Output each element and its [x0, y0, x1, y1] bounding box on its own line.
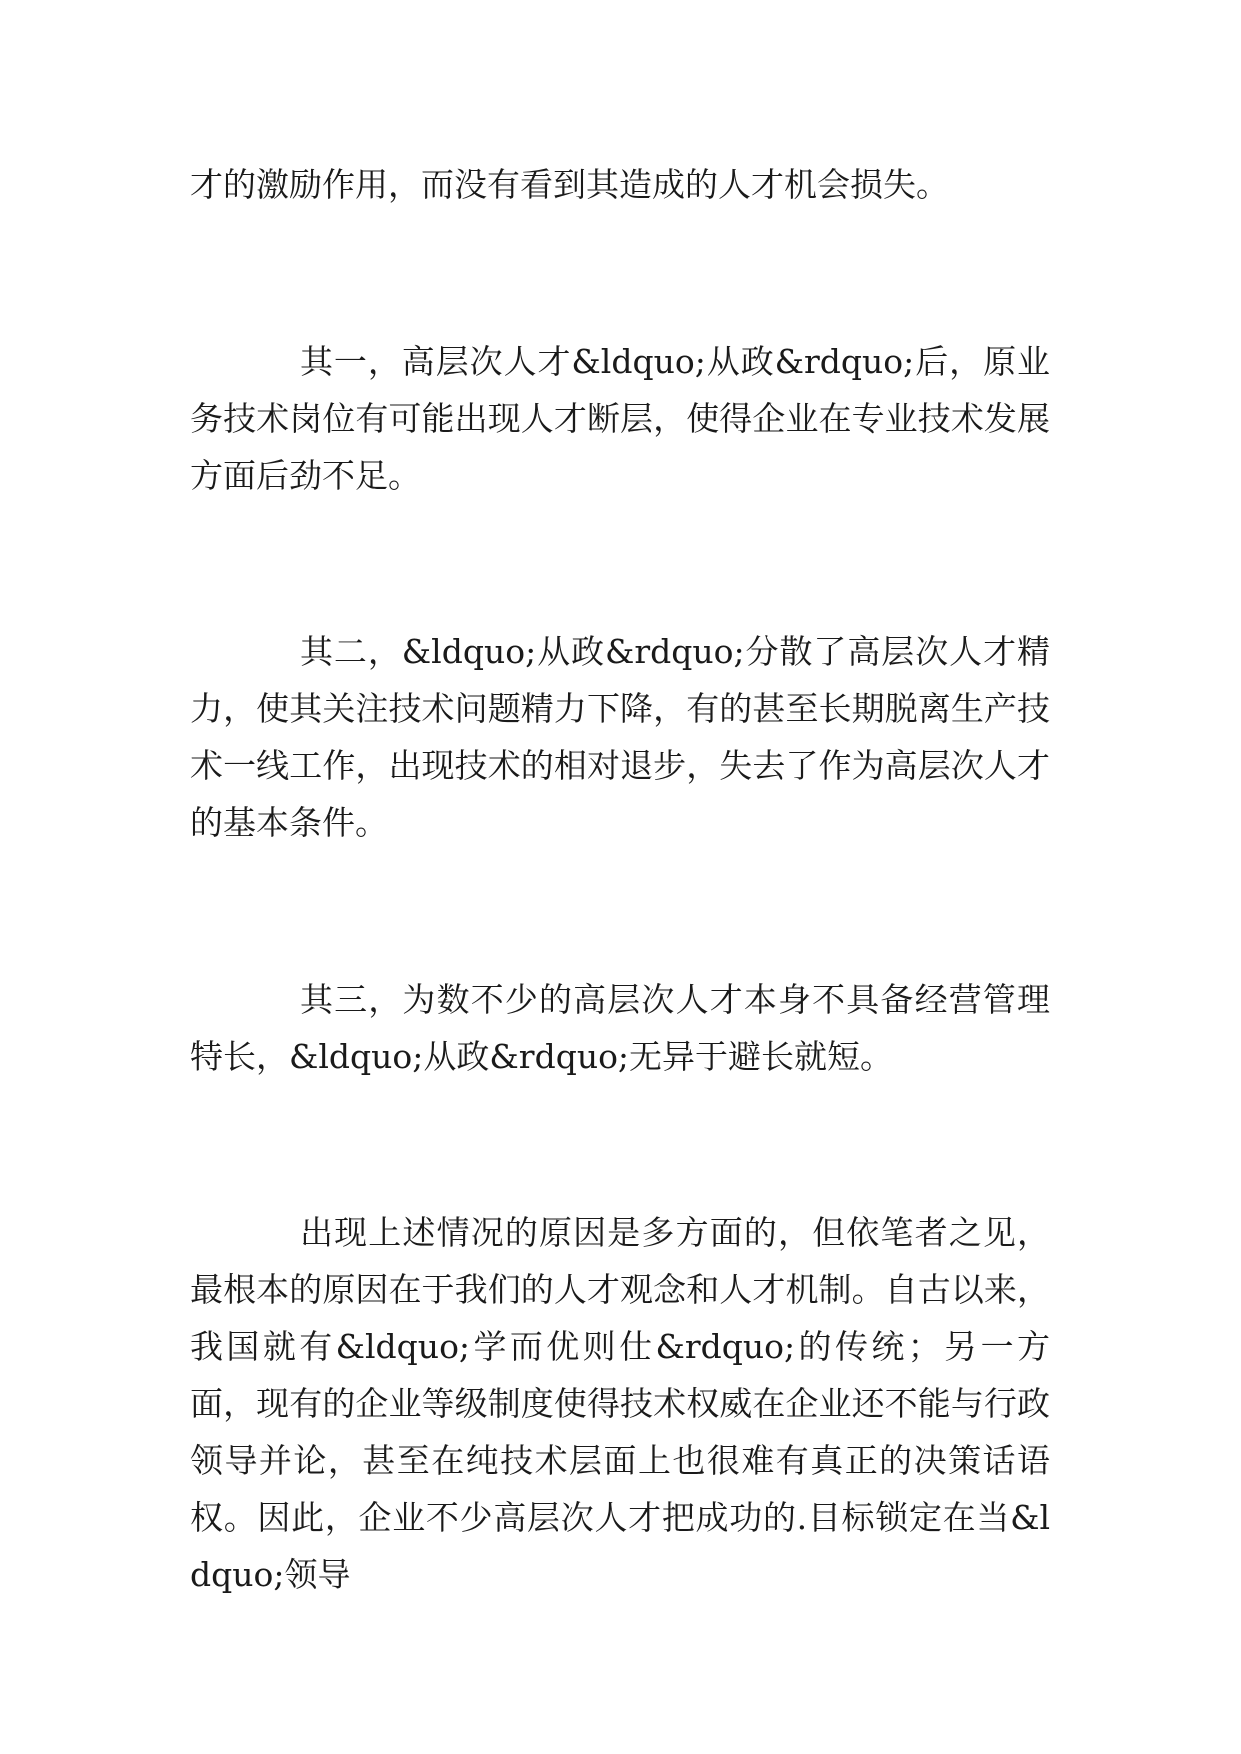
paragraph-continuation: 才的激励作用，而没有看到其造成的人才机会损失。 [190, 165, 949, 204]
paragraph-third-point: 其三，为数不少的高层次人才本身不具备经营管理特长，&ldquo;从政&rdquo;无异于避长就短。 [190, 980, 1050, 1076]
paragraph-first-point: 其一，高层次人才&ldquo;从政&rdquo;后，原业务技术岗位有可能出现人才断层，使得企业在专业技术发展方面后劲不足。 [190, 342, 1050, 495]
paragraph-causes: 出现上述情况的原因是多方面的，但依笔者之见，最根本的原因在于我们的人才观念和人才机制。自古以来，我国就有&ldquo;学而优则仕&rdquo;的传统；另一方面，现有的企业等级制度使得技术权威在企业还不能与行政领导并论，甚至在纯技术层面上也很难有真正的决策话语权。因此，企业不少高层次人才把成功的.目标锁定在当&ldquo;领导 [190, 1213, 1050, 1594]
paragraph-second-point: 其二，&ldquo;从政&rdquo;分散了高层次人才精力，使其关注技术问题精力下降，有的甚至长期脱离生产技术一线工作，出现技术的相对退步，失去了作为高层次人才的基本条件。 [190, 632, 1050, 842]
